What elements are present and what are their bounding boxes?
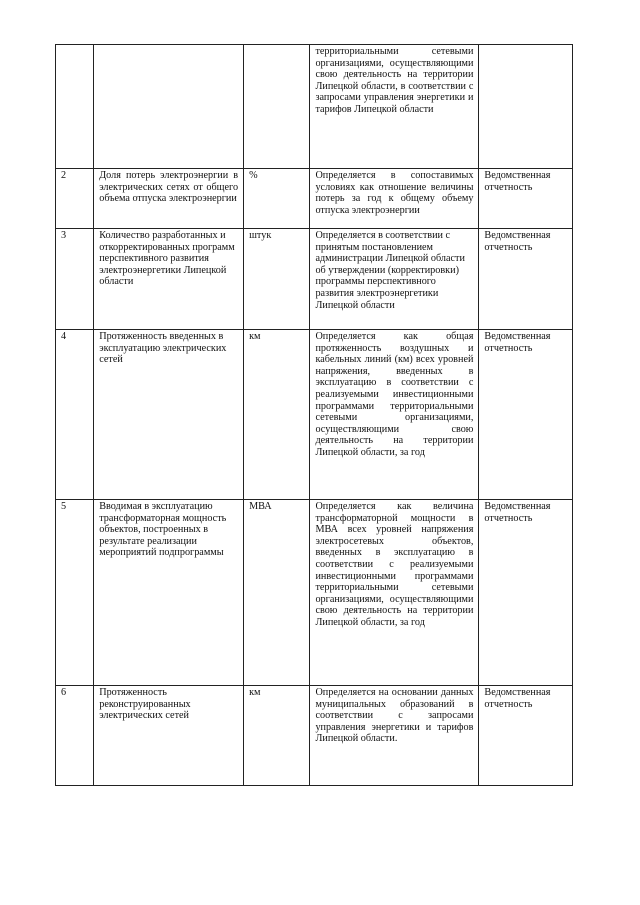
indicator-name: Вводимая в эксплуатацию трансформаторная мощность объектов, построенных в результате реализации мероприятий подпрограммы bbox=[94, 500, 244, 686]
row-number: 5 bbox=[56, 500, 94, 686]
table-row bbox=[56, 45, 573, 169]
calculation-method: Определяется на основании данных муниципальных образований в соответствии с запросами управления энергетики и тарифов Липецкой области. bbox=[310, 686, 479, 786]
data-source: Ведомственная отчетность bbox=[479, 500, 573, 686]
data-source: Ведомственная отчетность bbox=[479, 686, 573, 786]
table-row bbox=[56, 330, 573, 500]
row-number: 2 bbox=[56, 169, 94, 229]
calculation-method: территориальными сетевыми организациями, осуществляющими свою деятельность на территории Липецкой области, в соответствии с запросами управления энергетики и тарифов Липецкой области bbox=[310, 45, 479, 169]
unit-of-measure: МВА bbox=[244, 500, 310, 686]
calculation-method: Определяется в соответствии с принятым постановлением администрации Липецкой области об утверждении (корректировки) программы перспективного развития электроэнергетики Липецкой области bbox=[310, 229, 479, 330]
unit-of-measure: штук bbox=[244, 229, 310, 330]
indicators-table bbox=[55, 44, 573, 786]
table-row bbox=[56, 500, 573, 686]
row-number bbox=[56, 45, 94, 169]
data-source bbox=[479, 45, 573, 169]
row-number: 3 bbox=[56, 229, 94, 330]
unit-of-measure: % bbox=[244, 169, 310, 229]
indicator-name: Протяженность реконструированных электрических сетей bbox=[94, 686, 244, 786]
indicator-name bbox=[94, 45, 244, 169]
row-number: 4 bbox=[56, 330, 94, 500]
data-source: Ведомственная отчетность bbox=[479, 330, 573, 500]
unit-of-measure bbox=[244, 45, 310, 169]
row-number: 6 bbox=[56, 686, 94, 786]
indicator-name: Количество разработанных и откорректированных программ перспективного развития электроэнергетики Липецкой области bbox=[94, 229, 244, 330]
unit-of-measure: км bbox=[244, 330, 310, 500]
data-source: Ведомственная отчетность bbox=[479, 229, 573, 330]
calculation-method: Определяется как общая протяженность воздушных и кабельных линий (км) всех уровней напряжения, введенных в эксплуатацию в соответствии с реализуемыми инвестиционными программами территориальными сетевыми организациями, осуществляющими свою деятельность на территории Липецкой области, за год bbox=[310, 330, 479, 500]
calculation-method: Определяется как величина трансформаторной мощности в МВА всех уровней напряжения электросетевых объектов, введенных в эксплуатацию в соответствии с реализуемыми инвестиционными программами территориальными сетевыми организациями, осуществляющими свою деятельность на территории Липецкой области, за год bbox=[310, 500, 479, 686]
calculation-method: Определяется в сопоставимых условиях как отношение величины потерь за год к общему объему отпуска электроэнергии bbox=[310, 169, 479, 229]
table-row bbox=[56, 686, 573, 786]
table-row bbox=[56, 229, 573, 330]
table-row bbox=[56, 169, 573, 229]
indicator-name: Протяженность введенных в эксплуатацию электрических сетей bbox=[94, 330, 244, 500]
data-source: Ведомственная отчетность bbox=[479, 169, 573, 229]
unit-of-measure: км bbox=[244, 686, 310, 786]
indicator-name: Доля потерь электроэнергии в электрических сетях от общего объема отпуска электроэнергии bbox=[94, 169, 244, 229]
